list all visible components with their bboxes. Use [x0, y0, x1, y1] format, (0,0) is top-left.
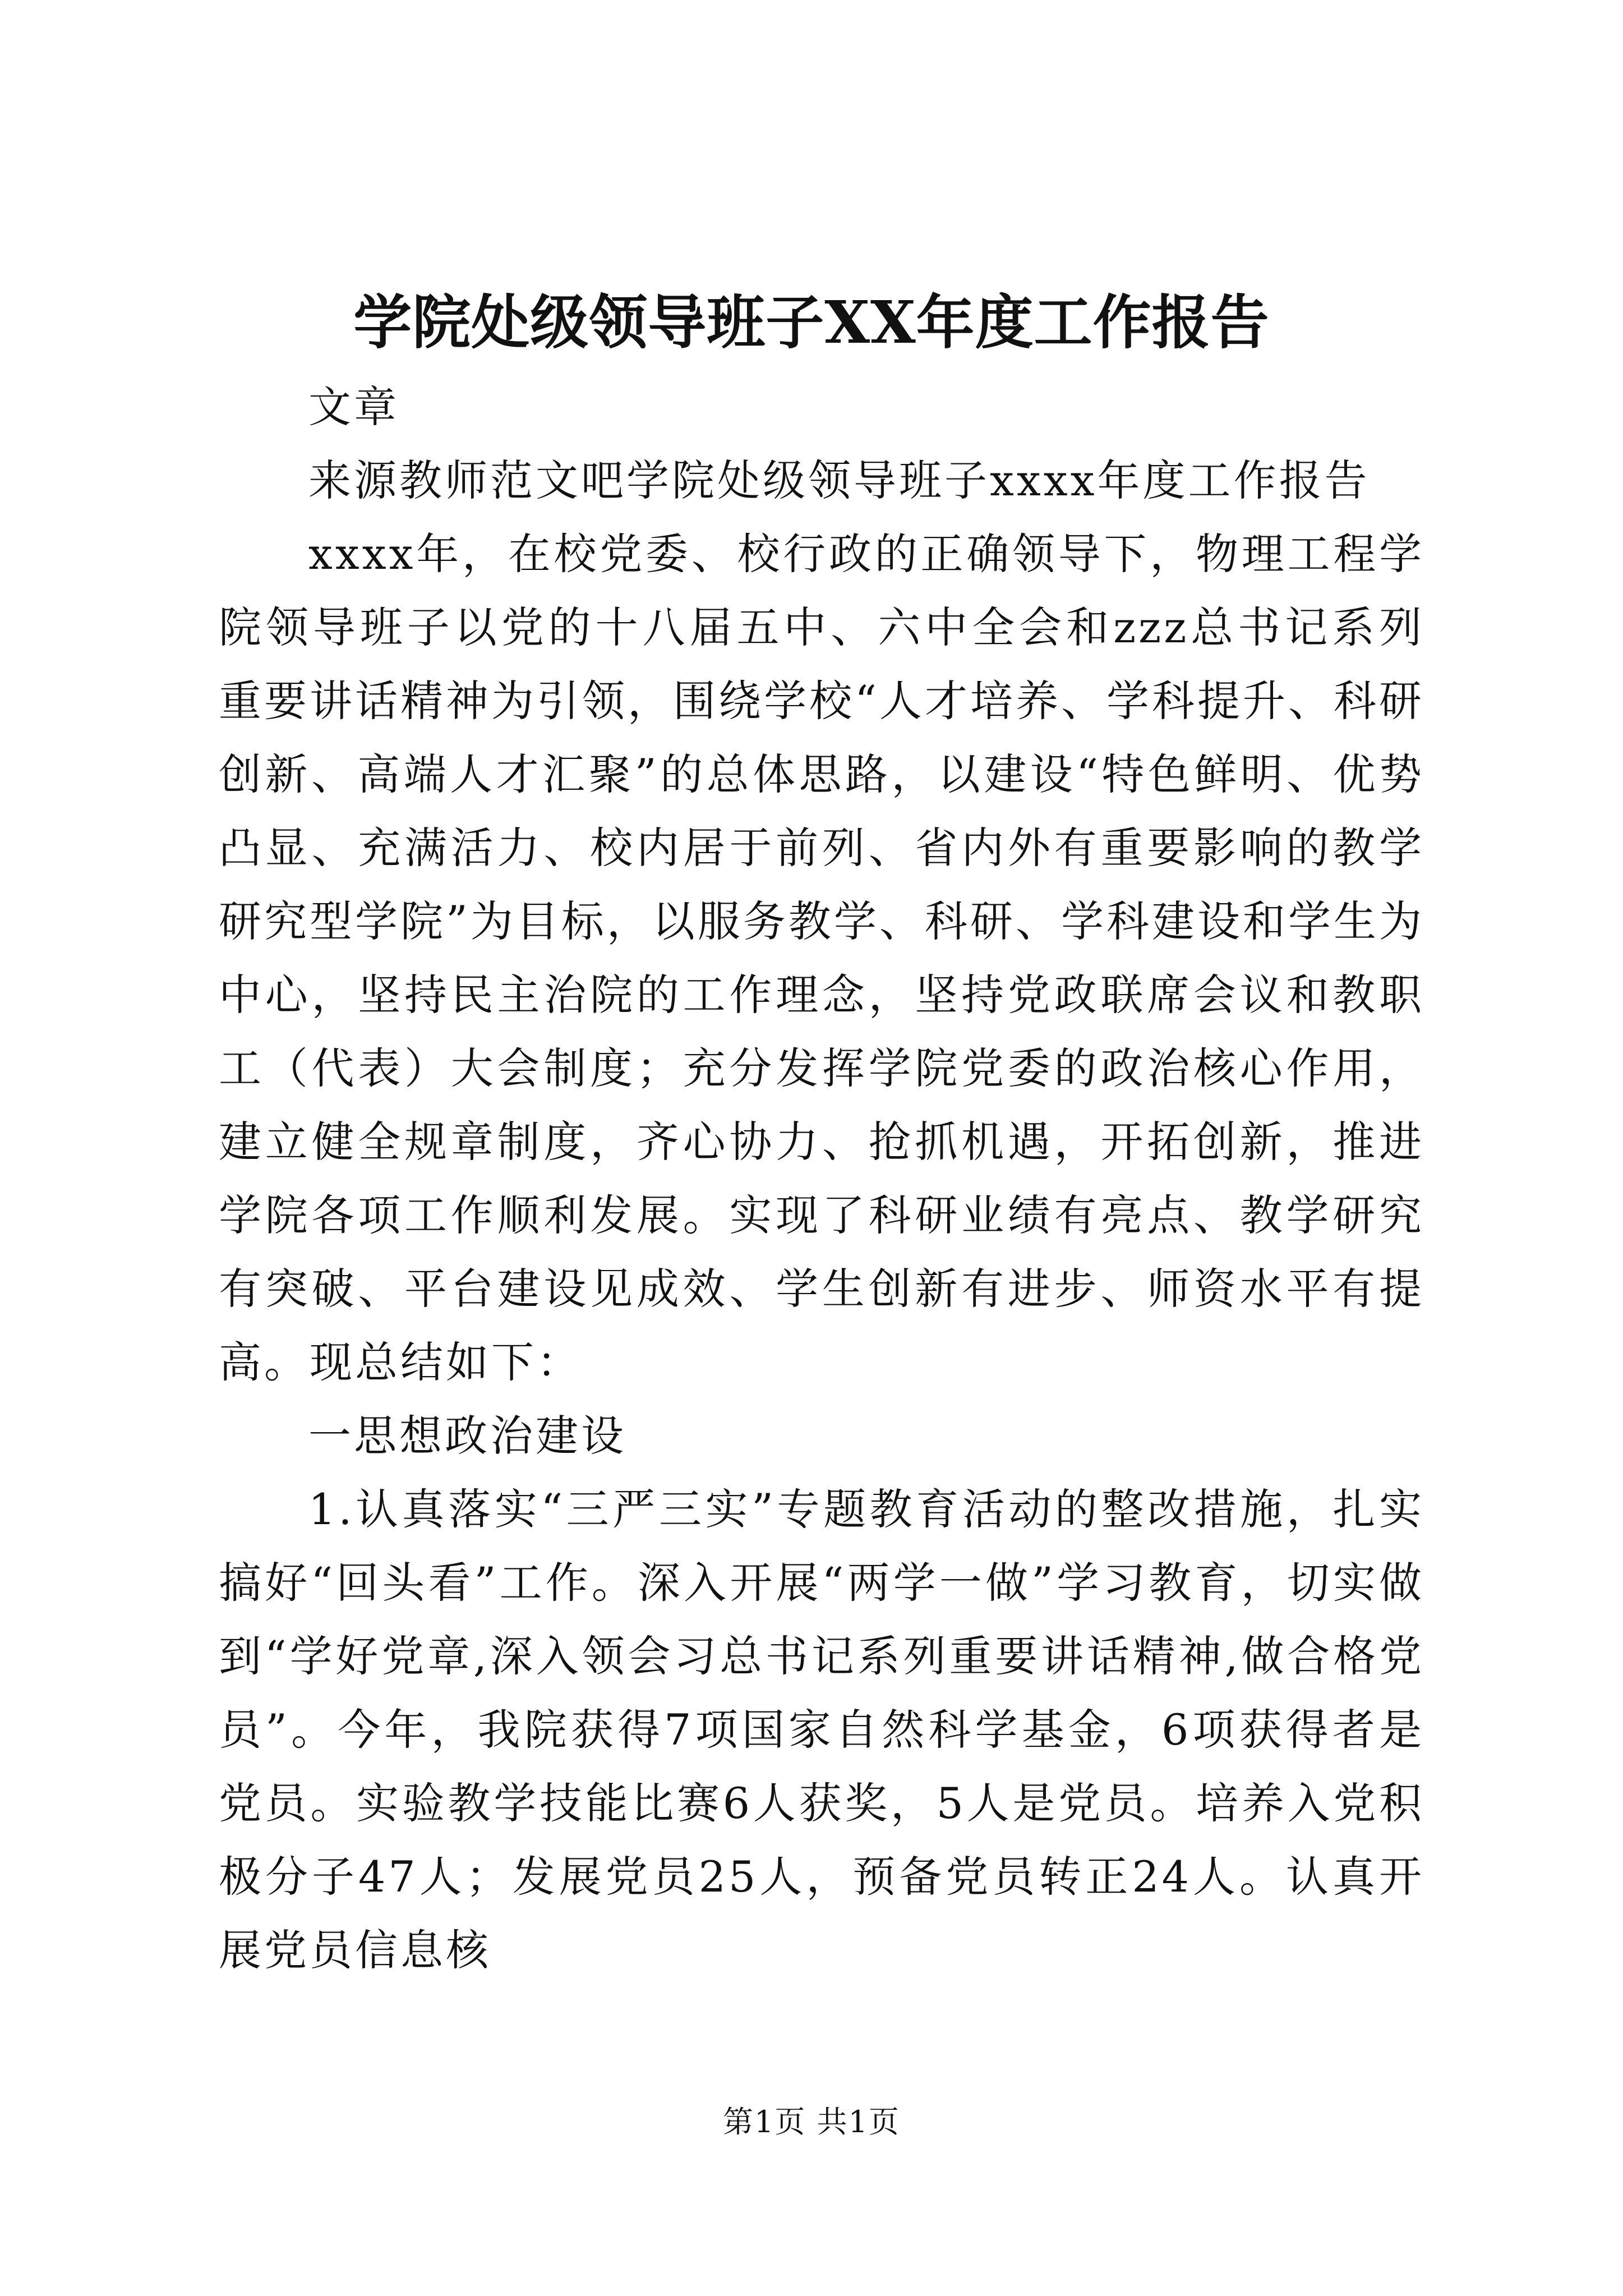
document-body: [219, 370, 1424, 1987]
paragraph-introduction: xxxx年，在校党委、校行政的正确领导下，物理工程学院领导班子以党的十八届五中、六中全会和zzz总书记系列重要讲话精神为引领，围绕学校“人才培养、学科提升、科研创新、高端人才汇聚”的总体思路，以建设“特色鲜明、优势凸显、充满活力、校内居于前列、省内外有重要影响的教学研究型学院”为目标，以服务教学、科研、学科建设和学生为中心，坚持民主治院的工作理念，坚持党政联席会议和教职工（代表）大会制度；充分发挥学院党委的政治核心作用，建立健全规章制度，齐心协力、抢抓机遇，开拓创新，推进学院各项工作顺利发展。实现了科研业绩有亮点、教学研究有突破、平台建设见成效、学生创新有进步、师资水平有提高。现总结如下：: [219, 529, 1424, 1387]
paragraph-article-label: 文章: [308, 382, 399, 432]
document-title: 学院处级领导班子XX年度工作报告: [353, 288, 1270, 357]
paragraph-item-1: 1.认真落实“三严三实”专题教育活动的整改措施，扎实搞好“回头看”工作。深入开展“两学一做”学习教育，切实做到“学好党章,深入领会习总书记系列重要讲话精神,做合格党员”。今年，我院获得7项国家自然科学基金，6项获得者是党员。实验教学技能比赛6人获奖，5人是党员。培养入党积极分子47人；发展党员25人，预备党员转正24人。认真开展党员信息核: [219, 1484, 1424, 1975]
paragraph-source: 来源教师范文吧学院处级领导班子xxxx年度工作报告: [308, 455, 1370, 505]
section-heading-political-construction: 一思想政治建设: [308, 1411, 626, 1461]
page-footer: 第1页 共1页: [723, 2104, 900, 2139]
